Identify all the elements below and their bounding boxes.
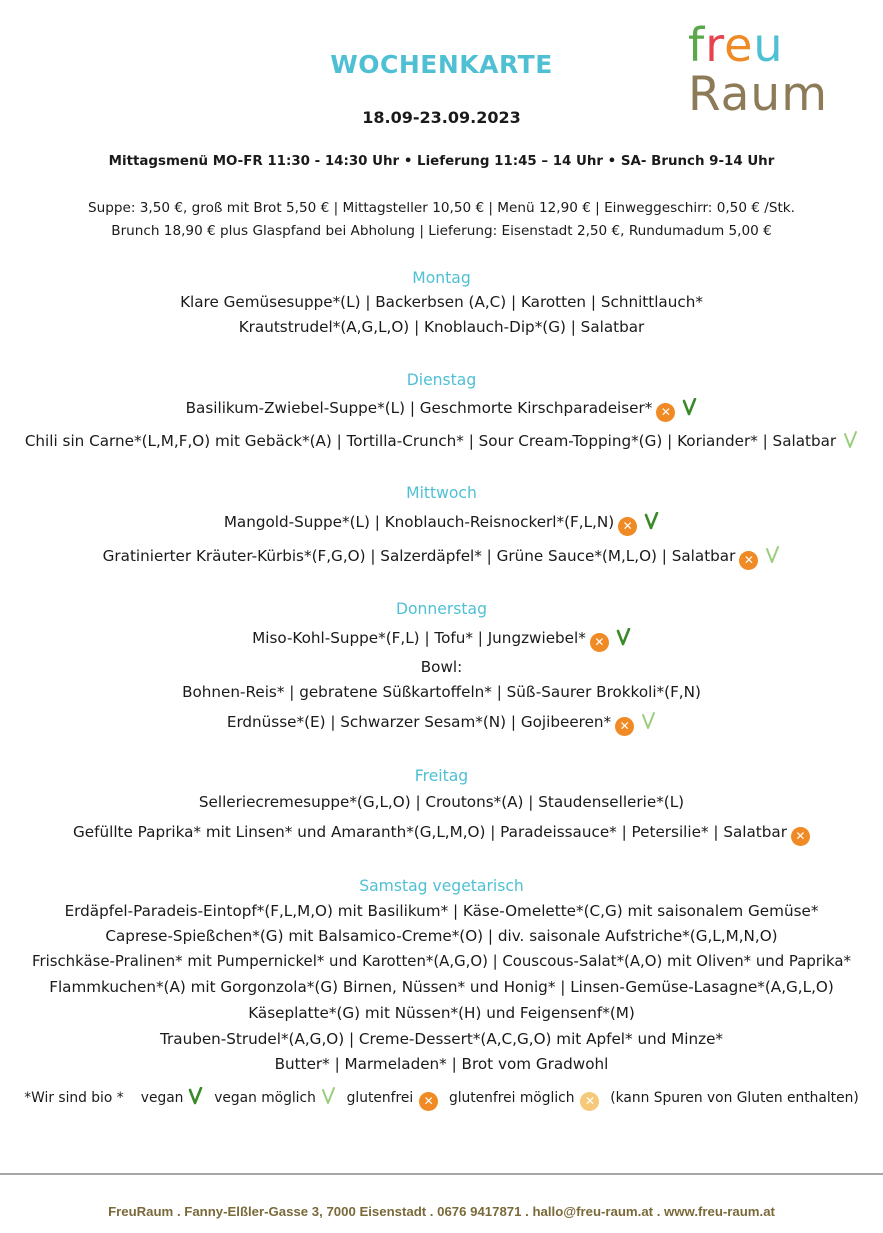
gluten-free-icon: ✕ <box>791 827 810 846</box>
legend <box>0 1087 883 1111</box>
vegan-icon <box>187 1087 203 1105</box>
menu-line <box>0 431 883 451</box>
gluten-free-icon: ✕ <box>419 1092 438 1111</box>
day-heading-wednesday: Mittwoch <box>406 484 477 502</box>
logo-letter-f: f <box>688 18 706 72</box>
friday-line-2: Gefüllte Paprika* mit Linsen* und Amaranth*(G,L,M,O) | Paradeissauce* | Petersilie* | Salatbar <box>73 823 787 841</box>
saturday-line-7: Butter* | Marmeladen* | Brot vom Gradwohl <box>274 1055 609 1073</box>
gluten-free-possible-icon: ✕ <box>580 1092 599 1111</box>
saturday-line-2: Caprese-Spießchen*(G) mit Balsamico-Creme*(O) | div. saisonale Aufstriche*(G,L,M,N,O) <box>105 927 778 945</box>
monday-line-1: Klare Gemüsesuppe*(L) | Backerbsen (A,C) | Karotten | Schnittlauch* <box>180 293 703 311</box>
thursday-line-3: Bohnen-Reis* | gebratene Süßkartoffeln* | Süß-Saurer Brokkoli*(F,N) <box>182 683 701 701</box>
menu-line <box>0 292 883 312</box>
saturday-line-4: Flammkuchen*(A) mit Gorgonzola*(G) Birnen, Nüssen* und Honig* | Linsen-Gemüse-Lasagne*(A,G,L,O) <box>49 978 834 996</box>
page-title: WOCHENKARTE <box>330 50 553 79</box>
friday-line-1: Selleriecremesuppe*(G,L,O) | Croutons*(A) | Staudensellerie*(L) <box>198 793 685 811</box>
saturday-line-1: Erdäpfel-Paradeis-Eintopf*(F,L,M,O) mit Basilikum* | Käse-Omelette*(C,G) mit saisonalem Gemüse* <box>64 902 819 920</box>
vegan-possible-icon <box>640 712 656 730</box>
logo-line-1 <box>688 18 813 72</box>
thursday-line-2: Bowl: <box>420 658 463 676</box>
saturday-line-3: Frischkäse-Pralinen* mit Pumpernickel* und Karotten*(A,G,O) | Couscous-Salat*(A,O) mit Oliven* und Paprika* <box>32 952 851 970</box>
legend-gluten-note: (kann Spuren von Gluten enthalten) <box>610 1090 859 1106</box>
freuraum-logo <box>688 18 828 122</box>
price-info <box>0 197 883 243</box>
day-heading-monday: Montag <box>412 269 471 287</box>
legend-bio: *Wir sind bio * <box>24 1090 124 1106</box>
menu-line <box>0 712 883 736</box>
day-heading-saturday: Samstag vegetarisch <box>359 877 524 895</box>
legend-gluten-free: glutenfrei <box>346 1090 414 1106</box>
thursday-line-1: Miso-Kohl-Suppe*(F,L) | Tofu* | Jungzwiebel* <box>252 629 586 647</box>
menu-line <box>0 822 883 846</box>
gluten-free-icon: ✕ <box>656 403 675 422</box>
gluten-free-icon: ✕ <box>615 717 634 736</box>
legend-vegan: vegan <box>140 1090 184 1106</box>
logo-line-2: Raum <box>688 67 828 122</box>
footer-divider <box>0 1173 883 1175</box>
date-range: 18.09-23.09.2023 <box>362 108 521 127</box>
vegan-icon <box>615 628 631 646</box>
logo-letter-e: e <box>724 18 754 72</box>
vegan-possible-icon <box>320 1087 336 1105</box>
wednesday-line-1: Mangold-Suppe*(L) | Knoblauch-Reisnockerl*(F,L,N) <box>223 513 615 531</box>
logo-letter-r: r <box>705 18 725 72</box>
price-line-1: Suppe: 3,50 €, groß mit Brot 5,50 € | Mittagsteller 10,50 € | Menü 12,90 € | Einweggeschirr: 0,50 € /Stk. <box>88 200 795 216</box>
legend-vegan-possible: vegan möglich <box>214 1090 316 1106</box>
wednesday-line-2: Gratinierter Kräuter-Kürbis*(F,G,O) | Salzerdäpfel* | Grüne Sauce*(M,L,O) | Salatbar <box>102 547 736 565</box>
opening-hours: Mittagsmenü MO-FR 11:30 - 14:30 Uhr • Lieferung 11:45 – 14 Uhr • SA- Brunch 9-14 Uhr <box>108 154 775 169</box>
tuesday-line-1: Basilikum-Zwiebel-Suppe*(L) | Geschmorte Kirschparadeiser* <box>185 399 653 417</box>
gluten-free-icon: ✕ <box>618 517 637 536</box>
menu-line <box>0 792 883 812</box>
day-heading-tuesday: Dienstag <box>406 371 477 389</box>
menu-line <box>0 317 883 337</box>
thursday-line-4: Erdnüsse*(E) | Schwarzer Sesam*(N) | Gojibeeren* <box>226 713 612 731</box>
menu-line <box>0 398 883 422</box>
monday-line-2: Krautstrudel*(A,G,L,O) | Knoblauch-Dip*(G) | Salatbar <box>238 318 645 336</box>
gluten-free-icon: ✕ <box>590 633 609 652</box>
vegan-possible-icon <box>764 546 780 564</box>
saturday-line-5: Käseplatte*(G) mit Nüssen*(H) und Feigensenf*(M) <box>248 1004 635 1022</box>
vegan-icon <box>643 512 659 530</box>
vegan-icon <box>681 398 697 416</box>
menu-line <box>0 628 883 652</box>
menu-line <box>0 546 883 570</box>
footer-contact: FreuRaum . Fanny-Elßler-Gasse 3, 7000 Eisenstadt . 0676 9417871 . hallo@freu-raum.at . www.freu-raum.at <box>108 1204 775 1219</box>
day-heading-friday: Freitag <box>414 767 469 785</box>
day-heading-thursday: Donnerstag <box>395 600 487 618</box>
saturday-line-6: Trauben-Strudel*(A,G,O) | Creme-Dessert*(A,C,G,O) mit Apfel* und Minze* <box>159 1030 724 1048</box>
logo-letter-u: u <box>753 18 784 72</box>
vegan-possible-icon <box>842 431 858 449</box>
menu-line <box>0 512 883 536</box>
menu-line <box>0 682 883 702</box>
menu-line <box>0 657 883 677</box>
legend-gluten-free-possible: glutenfrei möglich <box>448 1090 575 1106</box>
gluten-free-icon: ✕ <box>739 551 758 570</box>
tuesday-line-2: Chili sin Carne*(L,M,F,O) mit Gebäck*(A) | Tortilla-Crunch* | Sour Cream-Topping*(G) | Koriander* | Salatbar <box>24 432 837 450</box>
price-line-2: Brunch 18,90 € plus Glaspfand bei Abholung | Lieferung: Eisenstadt 2,50 €, Rundumadum 5,00 € <box>111 223 772 239</box>
